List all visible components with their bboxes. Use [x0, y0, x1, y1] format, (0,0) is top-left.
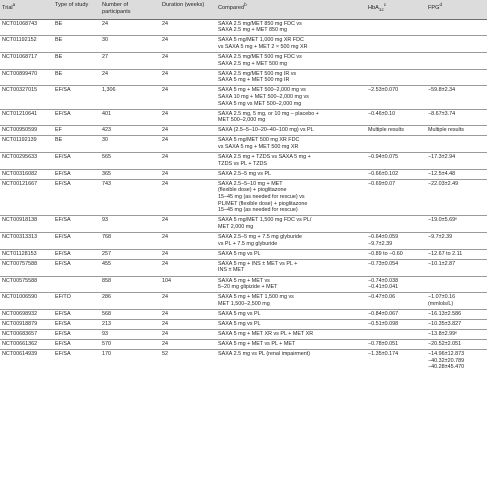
study-type-cell: EF/SA [53, 259, 100, 276]
compared-cell [216, 36, 366, 53]
hba1c-value: −0.66±0.102 [368, 170, 399, 177]
hba1c-value: −0.46±0.10 [368, 110, 396, 117]
compared-line: SAXA 2.5–5 mg vs PL [218, 170, 272, 177]
fpg-value: −9.7±2.39 [428, 234, 453, 241]
duration-cell: 24 [160, 52, 216, 69]
table-row [0, 179, 487, 215]
fpg-cell [426, 319, 487, 329]
compared-line: SAXA 2.5–5 mg + 7.5 mg glyburide [218, 234, 303, 241]
table-row [0, 276, 487, 293]
compared-line: INS ± MET [218, 267, 245, 274]
trial-id-cell: NCT00918879 [0, 319, 53, 329]
compared-cell [216, 249, 366, 259]
hba1c-value: −9.7±2.39 [368, 240, 393, 247]
study-type-cell: EF/SA [53, 169, 100, 179]
fpg-cell [426, 179, 487, 215]
table-row [0, 350, 487, 373]
study-type-cell: BE [53, 69, 100, 86]
hba1c-cell [366, 19, 426, 36]
duration-cell: 24 [160, 136, 216, 153]
hba1c-value: −0.89 to −0.60 [368, 250, 403, 257]
fpg-value: −16.13±2.586 [428, 310, 462, 317]
compared-line: 5–20 mg glipizide + MET [218, 284, 278, 291]
compared-line: SAXA 5 mg/MET 500 mg XR FDC [218, 137, 300, 144]
hba1c-cell [366, 179, 426, 215]
fpg-value: −12.67 to 2.11 [428, 250, 463, 257]
duration-cell: 24 [160, 259, 216, 276]
participants-cell: 768 [100, 233, 160, 250]
compared-line: MET 2,000 mg [218, 223, 254, 230]
compared-cell [216, 276, 366, 293]
trial-id-cell: NCT00295633 [0, 153, 53, 170]
trial-id-cell: NCT00121667 [0, 179, 53, 215]
hba1c-cell [366, 52, 426, 69]
compared-line: SAXA 2.5 mg/MET 850 mg FDC vs [218, 20, 302, 27]
table-row [0, 69, 487, 86]
table-row [0, 19, 487, 36]
header-hba1c-subscript: 1c [378, 6, 384, 12]
duration-cell: 24 [160, 153, 216, 170]
hba1c-cell [366, 109, 426, 126]
header-fpg-label: FPG [428, 4, 440, 11]
fpg-value: −8.67±3.74 [428, 110, 456, 117]
compared-cell [216, 169, 366, 179]
trial-id-cell: NCT00661362 [0, 340, 53, 350]
study-type-cell: EF/SA [53, 319, 100, 329]
fpg-value: −10.35±3.827 [428, 320, 462, 327]
participants-cell: 93 [100, 330, 160, 340]
fpg-value: (mmlols/L) [428, 300, 454, 307]
hba1c-cell [366, 259, 426, 276]
duration-cell: 24 [160, 309, 216, 319]
fpg-cell [426, 233, 487, 250]
duration-cell: 52 [160, 350, 216, 373]
trial-id-cell: NCT00698932 [0, 309, 53, 319]
study-type-cell: EF/SA [53, 350, 100, 373]
fpg-value: −59.8±2.34 [428, 87, 456, 94]
hba1c-value: −0.94±0.075 [368, 154, 399, 161]
table-row [0, 249, 487, 259]
header-trial-footnote: a [12, 2, 16, 7]
trial-id-cell: NCT00575588 [0, 276, 53, 293]
table-row [0, 233, 487, 250]
compared-line: SAXA 2.5 mg, 5 mg, or 10 mg – placebo + [218, 110, 319, 117]
study-type-cell: EF [53, 126, 100, 136]
hba1c-cell [366, 136, 426, 153]
fpg-cell [426, 249, 487, 259]
compared-cell [216, 216, 366, 233]
duration-cell: 24 [160, 109, 216, 126]
duration-cell: 24 [160, 169, 216, 179]
header-trial-label: Trial [2, 4, 13, 11]
hba1c-cell [366, 340, 426, 350]
fpg-value: −40.32±20.789 [428, 357, 465, 364]
duration-cell: 24 [160, 330, 216, 340]
compared-line: (flexible dose) + pioglitazone [218, 187, 287, 194]
duration-cell: 24 [160, 249, 216, 259]
hba1c-value: −0.74±0.038 [368, 277, 399, 284]
header-number-of-participants: Number of participants [100, 0, 160, 19]
header-hba1c-footnote: c [383, 2, 387, 7]
duration-cell: 24 [160, 233, 216, 250]
hba1c-cell [366, 126, 426, 136]
fpg-value: −13.8±2.99ᵉ [428, 331, 458, 338]
fpg-cell [426, 109, 487, 126]
participants-cell: 401 [100, 109, 160, 126]
participants-cell: 743 [100, 179, 160, 215]
hba1c-cell [366, 169, 426, 179]
fpg-cell [426, 169, 487, 179]
duration-cell: 24 [160, 126, 216, 136]
compared-cell [216, 179, 366, 215]
header-duration: Duration (weeks) [160, 0, 216, 19]
compared-line: SAXA 5 mg + MET XR vs PL + MET XR [218, 331, 314, 338]
trial-id-cell: NCT00614939 [0, 350, 53, 373]
compared-cell [216, 52, 366, 69]
hba1c-cell [366, 276, 426, 293]
participants-cell: 27 [100, 52, 160, 69]
fpg-cell [426, 216, 487, 233]
hba1c-value: −0.51±0.098 [368, 320, 399, 327]
trial-id-cell: NCT00316082 [0, 169, 53, 179]
fpg-cell [426, 153, 487, 170]
compared-line: vs SAXA 5 mg + MET 2 × 500 mg XR [218, 43, 308, 50]
participants-cell: 568 [100, 309, 160, 319]
participants-cell: 24 [100, 69, 160, 86]
fpg-value: −17.3±2.94 [428, 154, 456, 161]
fpg-value: −19.0±5.69ᵉ [428, 217, 458, 224]
compared-cell [216, 293, 366, 310]
compared-cell [216, 309, 366, 319]
compared-cell [216, 319, 366, 329]
trial-id-cell: NCT00683657 [0, 330, 53, 340]
participants-cell: 1,306 [100, 86, 160, 109]
compared-line: SAXA 5 mg + MET vs [218, 277, 270, 284]
fpg-cell [426, 52, 487, 69]
trial-id-cell: NCT00950599 [0, 126, 53, 136]
compared-cell [216, 340, 366, 350]
fpg-cell [426, 259, 487, 276]
hba1c-cell [366, 293, 426, 310]
table-row [0, 136, 487, 153]
study-type-cell [53, 276, 100, 293]
compared-line: vs PL + 7.5 mg glyburide [218, 240, 278, 247]
compared-line: SAXA 5 mg vs PL [218, 310, 261, 317]
compared-line: SAXA 5 mg + MET vs PL + MET [218, 341, 296, 348]
header-fpg [426, 0, 487, 19]
participants-cell: 213 [100, 319, 160, 329]
trial-id-cell: NCT01068717 [0, 52, 53, 69]
fpg-cell [426, 36, 487, 53]
compared-line: MET 1,500–2,500 mg [218, 300, 270, 307]
table-row [0, 330, 487, 340]
table-row [0, 259, 487, 276]
study-type-cell: EF/SA [53, 153, 100, 170]
compared-line: SAXA 5 mg + MET 1,500 mg vs [218, 294, 294, 301]
compared-line: SAXA 5 mg vs MET 500–2,000 mg [218, 100, 302, 107]
trial-id-cell: NCT00899470 [0, 69, 53, 86]
study-type-cell: BE [53, 36, 100, 53]
hba1c-value: −0.47±0.06 [368, 294, 396, 301]
header-compared-footnote: b [244, 2, 247, 7]
hba1c-cell [366, 319, 426, 329]
hba1c-value: −0.84±0.067 [368, 310, 399, 317]
compared-line: SAXA 2.5 mg + TZDS vs SAXA 5 mg + [218, 154, 311, 161]
study-type-cell: BE [53, 19, 100, 36]
duration-cell: 24 [160, 340, 216, 350]
fpg-cell [426, 86, 487, 109]
duration-cell: 104 [160, 276, 216, 293]
fpg-value: −10.1±2.87 [428, 260, 456, 267]
table-row [0, 340, 487, 350]
hba1c-value: −0.41±0.041 [368, 284, 399, 291]
header-trial [0, 0, 53, 19]
compared-line: 15–45 mg (as needed for rescue) vs [218, 194, 305, 201]
compared-line: SAXA 2.5 mg vs PL (renal impairment) [218, 351, 311, 358]
fpg-value: −22.03±2.49 [428, 180, 459, 187]
study-type-cell: EF/SA [53, 340, 100, 350]
table-row [0, 52, 487, 69]
study-type-cell: EF/SA [53, 179, 100, 215]
compared-cell [216, 19, 366, 36]
compared-line: SAXA 5 mg vs PL [218, 320, 261, 327]
study-type-cell: EF/SA [53, 249, 100, 259]
participants-cell: 30 [100, 36, 160, 53]
participants-cell: 423 [100, 126, 160, 136]
fpg-value: −40.28±45.470 [428, 364, 465, 371]
hba1c-value: Multiple results [368, 127, 404, 134]
table-row [0, 36, 487, 53]
hba1c-cell [366, 330, 426, 340]
compared-line: SAXA (2.5–5–10–20–40–100 mg) vs PL [218, 127, 314, 134]
hba1c-cell [366, 249, 426, 259]
participants-cell: 24 [100, 19, 160, 36]
compared-cell [216, 350, 366, 373]
trial-id-cell: NCT00313313 [0, 233, 53, 250]
hba1c-cell [366, 153, 426, 170]
hba1c-cell [366, 350, 426, 373]
fpg-cell [426, 276, 487, 293]
participants-cell: 286 [100, 293, 160, 310]
compared-line: SAXA 2.5 mg + MET 850 mg [218, 27, 287, 34]
compared-line: SAXA 5 mg vs PL [218, 250, 261, 257]
hba1c-cell [366, 216, 426, 233]
participants-cell: 570 [100, 340, 160, 350]
header-compared-label: Compared [218, 4, 245, 11]
participants-cell: 455 [100, 259, 160, 276]
trial-id-cell: NCT01068743 [0, 19, 53, 36]
trial-id-cell: NCT00327015 [0, 86, 53, 109]
fpg-cell [426, 126, 487, 136]
participants-cell: 257 [100, 249, 160, 259]
table-row [0, 109, 487, 126]
compared-line: SAXA 5 mg + MET 500 mg IR [218, 77, 290, 84]
study-type-cell: EF/TO [53, 293, 100, 310]
duration-cell: 24 [160, 36, 216, 53]
table-row [0, 126, 487, 136]
duration-cell: 24 [160, 179, 216, 215]
table-row [0, 216, 487, 233]
fpg-cell [426, 340, 487, 350]
compared-cell [216, 153, 366, 170]
participants-cell: 93 [100, 216, 160, 233]
header-fpg-footnote: d [439, 2, 443, 7]
compared-line: 15–45 mg (as needed for rescue) [218, 207, 298, 214]
header-hba1c [366, 0, 426, 19]
hba1c-value: −1.35±0.174 [368, 351, 399, 358]
hba1c-value: −0.64±0.059 [368, 234, 399, 241]
trial-id-cell: NCT01128153 [0, 249, 53, 259]
compared-cell [216, 136, 366, 153]
compared-cell [216, 109, 366, 126]
fpg-cell [426, 19, 487, 36]
compared-cell [216, 259, 366, 276]
study-type-cell: EF/SA [53, 330, 100, 340]
duration-cell: 24 [160, 319, 216, 329]
compared-line: SAXA 2.5 mg/MET 500 mg FDC vs [218, 53, 302, 60]
duration-cell: 24 [160, 216, 216, 233]
compared-line: vs SAXA 5 mg + MET 500 mg XR [218, 144, 299, 150]
header-hba1c-label: HbA [368, 4, 379, 11]
compared-line: SAXA 5 mg/MET 1,000 mg XR FDC [218, 37, 304, 44]
study-type-cell: BE [53, 136, 100, 153]
participants-cell: 365 [100, 169, 160, 179]
compared-line: SAXA 2.5 mg + MET 500 mg [218, 60, 287, 67]
participants-cell: 170 [100, 350, 160, 373]
table-row [0, 169, 487, 179]
table-body [0, 19, 487, 372]
study-type-cell: BE [53, 52, 100, 69]
duration-cell: 24 [160, 69, 216, 86]
compared-line: TZDS vs PL + TZDS [218, 160, 267, 167]
table-header [0, 0, 487, 19]
fpg-value: −20.52±2.051 [428, 341, 462, 348]
compared-line: SAXA 5 mg/MET 1,500 mg FDC vs PL/ [218, 217, 312, 224]
compared-cell [216, 69, 366, 86]
header-type-of-study: Type of study [53, 0, 100, 19]
fpg-value: −1.07±0.16 [428, 294, 456, 301]
compared-line: MET 500–2,000 mg [218, 117, 266, 124]
hba1c-cell [366, 69, 426, 86]
hba1c-value: −0.73±0.054 [368, 260, 399, 267]
compared-line: SAXA 2.5–5–10 mg + MET [218, 180, 283, 187]
study-type-cell: EF/SA [53, 309, 100, 319]
hba1c-value: −0.69±0.07 [368, 180, 396, 187]
trial-id-cell: NCT01210641 [0, 109, 53, 126]
participants-cell: 30 [100, 136, 160, 153]
fpg-value: −14.96±12.873 [428, 351, 465, 358]
table-row [0, 153, 487, 170]
compared-cell [216, 126, 366, 136]
study-type-cell: EF/SA [53, 233, 100, 250]
duration-cell: 24 [160, 86, 216, 109]
fpg-value: −12.5±4.48 [428, 170, 456, 177]
fpg-cell [426, 350, 487, 373]
hba1c-cell [366, 309, 426, 319]
fpg-cell [426, 309, 487, 319]
fpg-cell [426, 293, 487, 310]
compared-line: SAXA 5 mg + INS ± MET vs PL + [218, 260, 298, 267]
study-type-cell: EF/SA [53, 216, 100, 233]
compared-line: SAXA 5 mg + MET 500–2,000 mg vs [218, 87, 306, 94]
compared-cell [216, 330, 366, 340]
fpg-cell [426, 136, 487, 153]
hba1c-cell [366, 233, 426, 250]
table-row [0, 86, 487, 109]
compared-line: SAXA 10 mg + MET 500–2,000 mg vs [218, 93, 309, 100]
table-row [0, 309, 487, 319]
table-row [0, 319, 487, 329]
header-compared [216, 0, 366, 19]
compared-cell [216, 86, 366, 109]
compared-line: SAXA 2.5 mg/MET 500 mg IR vs [218, 70, 297, 77]
study-type-cell: EF/SA [53, 109, 100, 126]
trial-id-cell: NCT01006590 [0, 293, 53, 310]
duration-cell: 24 [160, 19, 216, 36]
hba1c-value: −2.53±0.070 [368, 87, 399, 94]
participants-cell: 565 [100, 153, 160, 170]
hba1c-cell [366, 86, 426, 109]
compared-line: PL/MET (flexible dose) + pioglitazone [218, 200, 308, 207]
fpg-cell [426, 69, 487, 86]
fpg-value: Multiple results [428, 127, 464, 134]
trial-id-cell: NCT00757588 [0, 259, 53, 276]
compared-cell [216, 233, 366, 250]
header-row [0, 0, 487, 19]
hba1c-value: −0.78±0.051 [368, 341, 399, 348]
participants-cell: 858 [100, 276, 160, 293]
table-row [0, 293, 487, 310]
hba1c-cell [366, 36, 426, 53]
duration-cell: 24 [160, 293, 216, 310]
fpg-cell [426, 330, 487, 340]
trial-id-cell: NCT01192152 [0, 36, 53, 53]
study-type-cell: EF/SA [53, 86, 100, 109]
trial-id-cell: NCT00918138 [0, 216, 53, 233]
trial-id-cell: NCT01192139 [0, 136, 53, 153]
